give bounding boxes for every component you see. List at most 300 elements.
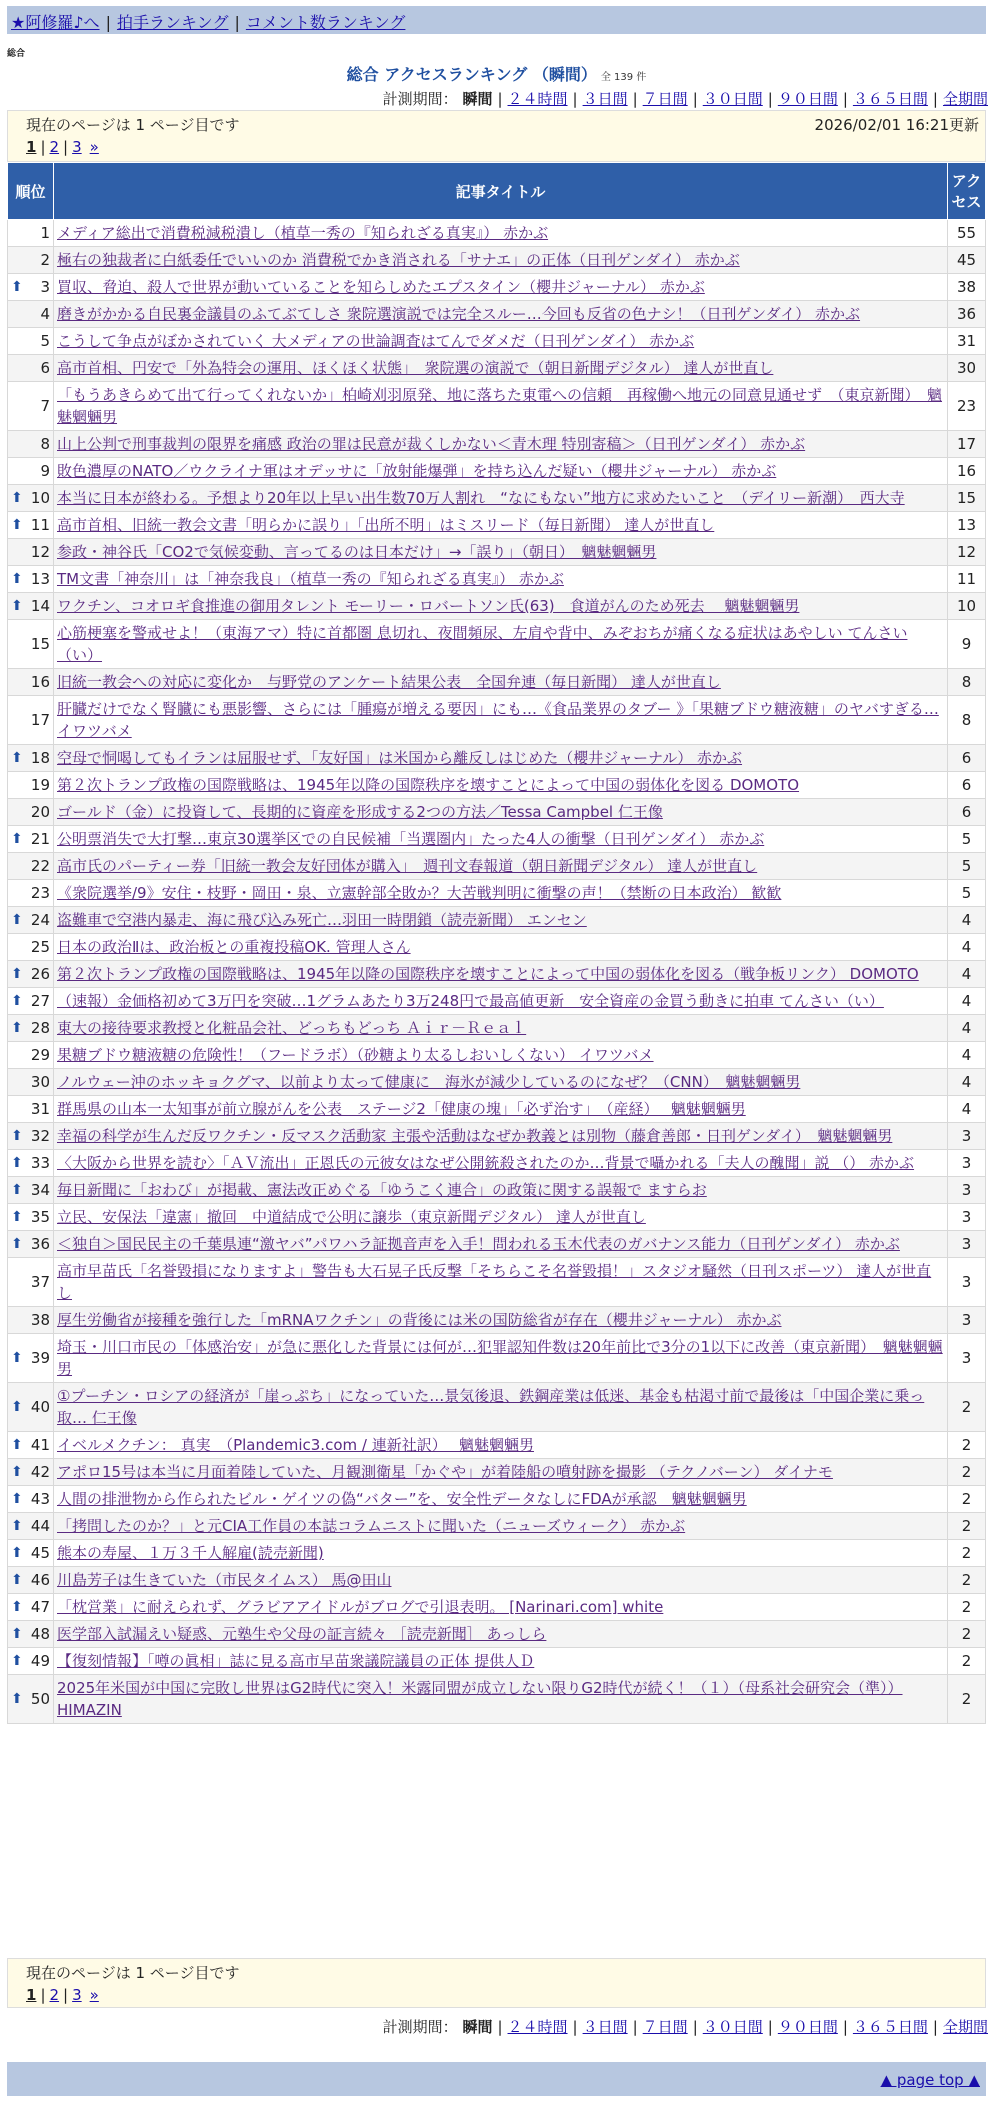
article-title-link[interactable]: こうして争点がぼかされていく 大メディアの世論調査はてんでダメだ（日刊ゲンダイ） 赤かぶ	[57, 332, 695, 350]
table-row	[8, 593, 986, 620]
article-title-link[interactable]: 《衆院選挙/9》安住・枝野・岡田・泉、立憲幹部全敗か？大苦戦判明に衝撃の声！（禁断の日本政治） 歓歓	[57, 884, 782, 902]
table-row	[8, 512, 986, 539]
rank-number: 42	[30, 1463, 50, 1481]
article-title-link[interactable]: 磨きがかかる自民裏金議員のふてぶてしさ 衆院選演説では完全スルー…今回も反省の色ナシ！（日刊ゲンダイ） 赤かぶ	[57, 305, 861, 323]
rank-number: 24	[30, 911, 50, 929]
article-title-link[interactable]: 立民、安保法「違憲」撤回 中道結成で公明に譲歩（東京新聞デジタル） 達人が世直し	[57, 1208, 646, 1226]
title-cell	[54, 826, 948, 853]
title-cell	[54, 1069, 948, 1096]
table-row	[8, 1334, 986, 1383]
rank-up-arrow-icon: ⬆	[11, 490, 23, 506]
rank-up-arrow-icon: ⬆	[11, 1518, 23, 1534]
title-cell	[54, 1123, 948, 1150]
article-title-link[interactable]: TM文書「神奈川」は「神奈我良」（植草一秀の『知られざる真実』） 赤かぶ	[57, 570, 564, 588]
rank-up-arrow-icon: ⬆	[11, 750, 23, 766]
rank-number: 40	[30, 1398, 50, 1416]
table-row	[8, 1540, 986, 1567]
rank-number: 45	[30, 1544, 50, 1562]
table-row	[8, 485, 986, 512]
rank-up-arrow-icon: ⬆	[11, 1626, 23, 1642]
title-cell	[54, 458, 948, 485]
rank-cell	[8, 247, 54, 274]
article-title-link[interactable]: 川島芳子は生きていた（市民タイムス） 馬@田山	[57, 1571, 392, 1589]
access-count: 55	[948, 220, 986, 247]
table-row	[8, 566, 986, 593]
title-cell	[54, 1258, 948, 1307]
title-cell	[54, 620, 948, 669]
rank-cell	[8, 880, 54, 907]
rank-cell	[8, 274, 54, 301]
rank-cell	[8, 1621, 54, 1648]
access-count: 30	[948, 355, 986, 382]
rank-number: 18	[30, 749, 50, 767]
access-count: 45	[948, 247, 986, 274]
access-count: 2	[948, 1486, 986, 1513]
access-count: 12	[948, 539, 986, 566]
period-90d-link-bottom[interactable]: ９０日間	[777, 2018, 838, 2036]
article-title-link[interactable]: 買収、脅迫、殺人で世界が動いていることを知らしめたエプスタイン（櫻井ジャーナル） 赤かぶ	[57, 278, 705, 296]
rank-cell	[8, 772, 54, 799]
rank-up-arrow-icon: ⬆	[11, 993, 23, 1009]
article-title-link[interactable]: 肝臓だけでなく腎臓にも悪影響、さらには「腫瘍が増える要因」にも…《食品業界のタブー 》「果糖ブドウ糖液糖」のヤバすぎる… イワツバメ	[57, 700, 939, 740]
access-count: 2	[948, 1675, 986, 1724]
article-title-link[interactable]: 果糖ブドウ糖液糖の危険性！（フードラボ）（砂糖より太るしおいしくない） イワツバメ	[57, 1046, 654, 1064]
access-count: 2	[948, 1383, 986, 1432]
next-page-link-bottom[interactable]: »	[89, 1986, 99, 2004]
rank-cell	[8, 1231, 54, 1258]
title-cell	[54, 1540, 948, 1567]
article-title-link[interactable]: 群馬県の山本一太知事が前立腺がんを公表 ステージ2「健康の塊」「必ず治す」 （産経） 魑魅魍魎男	[57, 1100, 746, 1118]
table-row	[8, 1042, 986, 1069]
rank-cell	[8, 1334, 54, 1383]
rank-up-arrow-icon: ⬆	[11, 1155, 23, 1171]
access-column-header: アクセス	[948, 163, 986, 220]
article-title-link[interactable]: 「拷問したのか？」と元CIA工作員の本誌コラムニストに聞いた（ニューズウィーク） 赤かぶ	[57, 1517, 686, 1535]
rank-up-arrow-icon: ⬆	[11, 1545, 23, 1561]
access-count: 8	[948, 669, 986, 696]
page-2-link[interactable]: 2	[49, 138, 60, 156]
rank-cell	[8, 1675, 54, 1724]
article-title-link[interactable]: （速報）金価格初めて3万円を突破…1グラムあたり3万248円で最高値更新 安全資産の金買う動きに拍車 てんさい（い）	[57, 992, 884, 1010]
article-title-link[interactable]: 人間の排泄物から作られたビル・ゲイツの偽“バター”を、安全性データなしにFDAが承認 魑魅魍魎男	[57, 1490, 747, 1508]
table-row	[8, 1015, 986, 1042]
article-title-link[interactable]: 熊本の寿屋、１万３千人解雇(読売新聞)	[57, 1544, 324, 1562]
title-cell	[54, 593, 948, 620]
total-count: 全 139 件	[600, 72, 647, 83]
rank-number: 26	[30, 965, 50, 983]
period-selector-bottom: 計測期間： 瞬間 | ２４時間 | ３日間 | ７日間 | ３０日間 | ９０日間 | ３６５日間 | 全期間	[382, 2018, 988, 2036]
access-count: 10	[948, 593, 986, 620]
rank-up-arrow-icon: ⬆	[11, 1399, 23, 1415]
clap-ranking-link[interactable]: 拍手ランキング	[116, 13, 229, 32]
table-row	[8, 880, 986, 907]
rank-number: 21	[30, 830, 50, 848]
title-cell	[54, 1621, 948, 1648]
home-link[interactable]: ★阿修羅♪へ	[11, 13, 100, 32]
access-count: 3	[948, 1123, 986, 1150]
rank-number: 34	[30, 1181, 50, 1199]
title-cell	[54, 1383, 948, 1432]
title-cell	[54, 961, 948, 988]
period-label-bottom: 計測期間：	[382, 2018, 458, 2036]
article-title-link[interactable]: 参政・神谷氏「CO2で気候変動、言ってるのは日本だけ」→「誤り」（朝日） 魑魅魍魎男	[57, 543, 657, 561]
period-3d-link-bottom[interactable]: ３日間	[582, 2018, 628, 2036]
article-title-link[interactable]: ①プーチン・ロシアの経済が「崖っぷち」になっていた…景気後退、鉄鋼産業は低迷、基金も枯渇寸前で最後は「中国企業に乗っ取… 仁王像	[57, 1387, 925, 1427]
period-all-link[interactable]: 全期間	[942, 90, 988, 108]
title-cell	[54, 1150, 948, 1177]
rank-number: 37	[30, 1273, 50, 1291]
article-title-link[interactable]: ＜独自＞国民民主の千葉県連“激ヤバ”パワハラ証拠音声を入手！問われる玉木代表のガバナンス能力（日刊ゲンダイ） 赤かぶ	[57, 1235, 900, 1253]
table-row	[8, 1258, 986, 1307]
rank-number: 13	[30, 570, 50, 588]
rank-up-arrow-icon: ⬆	[11, 1236, 23, 1252]
table-row	[8, 1459, 986, 1486]
access-count: 2	[948, 1459, 986, 1486]
access-count: 4	[948, 907, 986, 934]
title-cell	[54, 1042, 948, 1069]
table-row	[8, 772, 986, 799]
rank-cell	[8, 382, 54, 431]
title-cell	[54, 1307, 948, 1334]
article-title-link[interactable]: 【復刻情報】「噂の眞相」誌に見る高市早苗衆議院議員の正体 提供人Ｄ	[57, 1652, 535, 1670]
rank-cell	[8, 566, 54, 593]
access-count: 6	[948, 772, 986, 799]
access-count: 16	[948, 458, 986, 485]
table-row	[8, 301, 986, 328]
access-count: 9	[948, 620, 986, 669]
rank-cell	[8, 220, 54, 247]
rank-number: 14	[30, 597, 50, 615]
access-count: 4	[948, 988, 986, 1015]
rank-up-arrow-icon: ⬆	[11, 1182, 23, 1198]
access-count: 2	[948, 1540, 986, 1567]
article-title-link[interactable]: 山上公判で刑事裁判の限界を痛感 政治の罪は民意が裁くしかない＜青木理 特別寄稿＞（日刊ゲンダイ） 赤かぶ	[57, 435, 806, 453]
article-title-link[interactable]: ワクチン、コオロギ食推進の御用タレント モーリー・ロバートソン氏(63) 食道がんのため死去 魑魅魍魎男	[57, 597, 800, 615]
access-count: 3	[948, 1204, 986, 1231]
rank-cell	[8, 853, 54, 880]
rank-number: 50	[30, 1690, 50, 1708]
title-cell	[54, 696, 948, 745]
rank-cell	[8, 301, 54, 328]
rank-cell	[8, 1567, 54, 1594]
article-title-link[interactable]: 第２次トランプ政権の国際戦略は、1945年以降の国際秩序を壊すことによって中国の弱体化を図る DOMOTO	[57, 776, 800, 794]
table-row	[8, 1594, 986, 1621]
table-row	[8, 696, 986, 745]
article-title-link[interactable]: 第２次トランプ政権の国際戦略は、1945年以降の国際秩序を壊すことによって中国の弱体化を図る（戦争板リンク） DOMOTO	[57, 965, 919, 983]
access-count: 38	[948, 274, 986, 301]
rank-up-arrow-icon: ⬆	[11, 1437, 23, 1453]
next-page-link[interactable]: »	[89, 138, 99, 156]
rank-number: 17	[30, 711, 50, 729]
rank-number: 39	[30, 1349, 50, 1367]
access-count: 3	[948, 1150, 986, 1177]
period-365d-link[interactable]: ３６５日間	[852, 90, 928, 108]
title-cell	[54, 669, 948, 696]
table-row	[8, 934, 986, 961]
title-cell	[54, 1513, 948, 1540]
title-cell	[54, 853, 948, 880]
rank-number: 4	[40, 305, 50, 323]
article-title-link[interactable]: 日本の政治Ⅱは、政治板との重複投稿OK. 管理人さん	[57, 938, 411, 956]
rank-cell	[8, 328, 54, 355]
article-title-link[interactable]: 東大の接待要求教授と化粧品会社、どっちもどっち Ａｉｒ－Ｒｅａｌ	[57, 1019, 527, 1037]
table-row	[8, 220, 986, 247]
table-row	[8, 458, 986, 485]
rank-up-arrow-icon: ⬆	[11, 1599, 23, 1615]
rank-number: 11	[30, 516, 50, 534]
rank-cell	[8, 1150, 54, 1177]
rank-up-arrow-icon: ⬆	[11, 1572, 23, 1588]
access-count: 13	[948, 512, 986, 539]
rank-up-arrow-icon: ⬆	[11, 1491, 23, 1507]
rank-number: 12	[30, 543, 50, 561]
title-cell	[54, 1096, 948, 1123]
rank-up-arrow-icon: ⬆	[11, 1350, 23, 1366]
period-365d-link-bottom[interactable]: ３６５日間	[852, 2018, 928, 2036]
title-cell	[54, 355, 948, 382]
period-30d-link-bottom[interactable]: ３０日間	[702, 2018, 763, 2036]
table-row	[8, 1621, 986, 1648]
rank-column-header: 順位	[8, 163, 54, 220]
period-7d-link-bottom[interactable]: ７日間	[642, 2018, 688, 2036]
updated-timestamp: 2026/02/01 16:21更新	[814, 116, 979, 134]
rank-up-arrow-icon: ⬆	[11, 1128, 23, 1144]
pagination-bottom: 1 | 2 | 3 »	[26, 1986, 99, 2004]
access-count: 4	[948, 961, 986, 988]
rank-number: 23	[30, 884, 50, 902]
rank-cell	[8, 745, 54, 772]
period-7d-link[interactable]: ７日間	[642, 90, 688, 108]
access-count: 4	[948, 934, 986, 961]
table-row	[8, 1069, 986, 1096]
rank-number: 30	[30, 1073, 50, 1091]
rank-cell	[8, 458, 54, 485]
rank-cell	[8, 1177, 54, 1204]
table-row	[8, 1096, 986, 1123]
rank-up-arrow-icon: ⬆	[11, 831, 23, 847]
rank-cell	[8, 1594, 54, 1621]
rank-number: 2	[40, 251, 50, 269]
article-title-link[interactable]: ノルウェー沖のホッキョクグマ、以前より太って健康に 海氷が減少しているのになぜ？（CNN） 魑魅魍魎男	[57, 1073, 801, 1091]
article-title-link[interactable]: 盗難車で空港内暴走、海に飛び込み死亡…羽田一時閉鎖（読売新聞） エンセン	[57, 911, 587, 929]
rank-number: 28	[30, 1019, 50, 1037]
access-count: 2	[948, 1594, 986, 1621]
title-cell	[54, 1432, 948, 1459]
title-cell	[54, 220, 948, 247]
access-count: 6	[948, 799, 986, 826]
page-top-link[interactable]: ▲ page top ▲	[880, 2071, 980, 2089]
page-2-link-bottom[interactable]: 2	[49, 1986, 60, 2004]
table-row	[8, 1177, 986, 1204]
article-title-link[interactable]: 敗色濃厚のNATO／ウクライナ軍はオデッサに「放射能爆弾」を持ち込んだ疑い（櫻井ジャーナル） 赤かぶ	[57, 462, 777, 480]
table-row	[8, 1432, 986, 1459]
access-count: 4	[948, 1042, 986, 1069]
access-count: 36	[948, 301, 986, 328]
table-row	[8, 1150, 986, 1177]
table-row	[8, 853, 986, 880]
rank-number: 16	[30, 673, 50, 691]
rank-number: 29	[30, 1046, 50, 1064]
table-row	[8, 826, 986, 853]
rank-number: 25	[30, 938, 50, 956]
title-cell	[54, 1334, 948, 1383]
access-count: 3	[948, 1231, 986, 1258]
access-count: 2	[948, 1621, 986, 1648]
access-count: 2	[948, 1648, 986, 1675]
table-row	[8, 1513, 986, 1540]
article-title-link[interactable]: 高市首相、旧統一教会文書「明らかに誤り」「出所不明」はミスリード（毎日新聞） 達人が世直し	[57, 516, 715, 534]
access-count: 2	[948, 1513, 986, 1540]
title-cell	[54, 274, 948, 301]
rank-up-arrow-icon: ⬆	[11, 517, 23, 533]
access-count: 15	[948, 485, 986, 512]
rank-number: 10	[30, 489, 50, 507]
rank-number: 3	[40, 278, 50, 296]
article-title-link[interactable]: 高市氏のパーティー券「旧統一教会友好団体が購入」 週刊文春報道（朝日新聞デジタル） 達人が世直し	[57, 857, 758, 875]
title-cell	[54, 880, 948, 907]
title-cell	[54, 1567, 948, 1594]
table-row	[8, 620, 986, 669]
article-title-link[interactable]: 厚生労働省が接種を強行した「mRNAワクチン」の背後には米の国防総省が存在（櫻井ジャーナル） 赤かぶ	[57, 1311, 782, 1329]
rank-cell	[8, 826, 54, 853]
page-current-bottom: 1	[26, 1986, 37, 2004]
rank-cell	[8, 485, 54, 512]
article-title-link[interactable]: 旧統一教会への対応に変化か 与野党のアンケート結果公表 全国弁連（毎日新聞） 達人が世直し	[57, 673, 721, 691]
table-row	[8, 247, 986, 274]
rank-number: 15	[30, 635, 50, 653]
title-cell	[54, 382, 948, 431]
table-row	[8, 1383, 986, 1432]
table-row	[8, 745, 986, 772]
access-count: 4	[948, 1096, 986, 1123]
title-cell	[54, 1231, 948, 1258]
rank-up-arrow-icon: ⬆	[11, 1653, 23, 1669]
rank-up-arrow-icon: ⬆	[11, 1209, 23, 1225]
access-count: 3	[948, 1307, 986, 1334]
rank-cell	[8, 907, 54, 934]
access-count: 11	[948, 566, 986, 593]
table-row	[8, 1123, 986, 1150]
title-cell	[54, 328, 948, 355]
title-cell	[54, 485, 948, 512]
rank-up-arrow-icon: ⬆	[11, 598, 23, 614]
table-row	[8, 907, 986, 934]
rank-cell	[8, 961, 54, 988]
table-row	[8, 1231, 986, 1258]
rank-cell	[8, 1540, 54, 1567]
rank-number: 46	[30, 1571, 50, 1589]
title-cell	[54, 745, 948, 772]
article-title-link[interactable]: 空母で恫喝してもイランは屈服せず、「友好国」は米国から離反しはじめた（櫻井ジャーナル） 赤かぶ	[57, 749, 743, 767]
ranking-table-body	[8, 220, 986, 1724]
article-title-link[interactable]: 「枕営業」に耐えられず、グラビアアイドルがブログで引退表明。 [Narinari.com] white	[57, 1598, 664, 1616]
title-cell	[54, 431, 948, 458]
article-title-link[interactable]: 高市首相、円安で「外為特会の運用、ほくほく状態」 衆院選の演説で（朝日新聞デジタル） 達人が世直し	[57, 359, 774, 377]
rank-number: 43	[30, 1490, 50, 1508]
title-cell	[54, 566, 948, 593]
article-title-link[interactable]: 毎日新聞に「おわび」が掲載、憲法改正めぐる「ゆうこく連合」の政策に関する誤報で ますらお	[57, 1181, 707, 1199]
article-title-link[interactable]: イベルメクチン： 真実 （Plandemic3.com / 連新社訳） 魑魅魍魎男	[57, 1436, 534, 1454]
page-info-top	[7, 110, 986, 162]
pagination-top: 1 | 2 | 3 »	[26, 138, 99, 156]
access-count: 5	[948, 853, 986, 880]
page-3-link-bottom[interactable]: 3	[72, 1986, 82, 2004]
rank-cell	[8, 512, 54, 539]
title-cell	[54, 1459, 948, 1486]
page-current: 1	[26, 138, 37, 156]
title-cell	[54, 1204, 948, 1231]
article-title-link[interactable]: 心筋梗塞を警戒せよ！（東海アマ）特に首都圏 息切れ、夜間頻尿、左肩や背中、みぞおちが痛くなる症状はあやしい てんさい（い）	[57, 624, 908, 664]
rank-cell	[8, 1486, 54, 1513]
article-title-link[interactable]: 「もうあきらめて出て行ってくれないか」柏崎刈羽原発、地に落ちた東電への信頼 再稼働へ地元の同意見通せず （東京新聞） 魑魅魍魎男	[57, 386, 943, 426]
comment-ranking-link[interactable]: コメント数ランキング	[245, 13, 406, 32]
article-title-link[interactable]: 本当に日本が終わる。予想より20年以上早い出生数70万人割れ “なにもない”地方に求めたいこと （デイリー新潮） 西大寺	[57, 489, 905, 507]
period-30d-link[interactable]: ３０日間	[702, 90, 763, 108]
rank-cell	[8, 355, 54, 382]
table-row	[8, 961, 986, 988]
rank-cell	[8, 934, 54, 961]
period-24h-link[interactable]: ２４時間	[507, 90, 568, 108]
access-count: 2	[948, 1567, 986, 1594]
table-header-row	[8, 163, 986, 220]
table-row	[8, 1486, 986, 1513]
table-row	[8, 539, 986, 566]
period-3d-link[interactable]: ３日間	[582, 90, 628, 108]
rank-cell	[8, 1383, 54, 1432]
article-title-link[interactable]: 〈大阪から世界を読む〉「ＡＶ流出」正恩氏の元彼女はなぜ公開銃殺されたのか…背景で囁かれる「夫人の醜聞」説 （） 赤かぶ	[57, 1154, 915, 1172]
rank-cell	[8, 1513, 54, 1540]
article-title-link[interactable]: 2025年米国が中国に完敗し世界はG2時代に突入！米露同盟が成立しない限りG2時代が続く！（１）（母系社会研究会（準）） HIMAZIN	[57, 1679, 903, 1719]
rank-cell	[8, 1204, 54, 1231]
article-title-link[interactable]: 埼玉・川口市民の「体感治安」が急に悪化した背景には何が…犯罪認知件数は20年前比で3分の1以下に改善（東京新聞） 魑魅魍魎男	[57, 1338, 943, 1378]
rank-up-arrow-icon: ⬆	[11, 1020, 23, 1036]
table-row	[8, 1567, 986, 1594]
rank-up-arrow-icon: ⬆	[11, 279, 23, 295]
rank-number: 22	[30, 857, 50, 875]
rank-up-arrow-icon: ⬆	[11, 966, 23, 982]
article-title-link[interactable]: アポロ15号は本当に月面着陸していた、月観測衛星「かぐや」が着陸船の噴射跡を撮影 （テクノバーン） ダイナモ	[57, 1463, 833, 1481]
access-count: 17	[948, 431, 986, 458]
title-cell	[54, 512, 948, 539]
access-count: 3	[948, 1334, 986, 1383]
title-cell	[54, 247, 948, 274]
ranking-heading: 総合 アクセスランキング （瞬間）	[346, 65, 597, 84]
table-row	[8, 1204, 986, 1231]
article-title-link[interactable]: 極右の独裁者に白紙委任でいいのか 消費税でかき消される「サナエ」の正体（日刊ゲンダイ） 赤かぶ	[57, 251, 740, 269]
article-title-link[interactable]: 高市早苗氏「名誉毀損になりますよ」警告も大石晃子氏反撃「そちらこそ名誉毀損！」スタジオ騒然（日刊スポーツ） 達人が世直し	[57, 1262, 932, 1302]
access-count: 4	[948, 1069, 986, 1096]
rank-cell	[8, 1069, 54, 1096]
page-3-link[interactable]: 3	[72, 138, 82, 156]
access-count: 3	[948, 1258, 986, 1307]
rank-cell	[8, 1123, 54, 1150]
article-title-link[interactable]: 医学部入試漏えい疑惑、元塾生や父母の証言続々 ［読売新聞］ あっしら	[57, 1625, 547, 1643]
period-24h-link-bottom[interactable]: ２４時間	[507, 2018, 568, 2036]
access-count: 4	[948, 1015, 986, 1042]
article-title-link[interactable]: メディア総出で消費税減税潰し（植草一秀の『知られざる真実』） 赤かぶ	[57, 224, 549, 242]
rank-cell	[8, 539, 54, 566]
period-all-link-bottom[interactable]: 全期間	[942, 2018, 988, 2036]
article-title-link[interactable]: 幸福の科学が生んだ反ワクチン・反マスク活動家 主張や活動はなぜか教義とは別物（藤倉善郎・日刊ゲンダイ） 魑魅魍魎男	[57, 1127, 893, 1145]
article-title-link[interactable]: 公明票消失で大打撃…東京30選挙区での自民候補「当選圏内」たった4人の衝撃（日刊ゲンダイ） 赤かぶ	[57, 830, 765, 848]
title-cell	[54, 1648, 948, 1675]
rank-number: 19	[30, 776, 50, 794]
period-90d-link[interactable]: ９０日間	[777, 90, 838, 108]
rank-cell	[8, 799, 54, 826]
period-selector-top: 計測期間： 瞬間 | ２４時間 | ３日間 | ７日間 | ３０日間 | ９０日間 | ３６５日間 | 全期間	[382, 90, 988, 108]
article-title-link[interactable]: ゴールド（金）に投資して、長期的に資産を形成する2つの方法／Tessa Campbel 仁王像	[57, 803, 663, 821]
table-row	[8, 274, 986, 301]
